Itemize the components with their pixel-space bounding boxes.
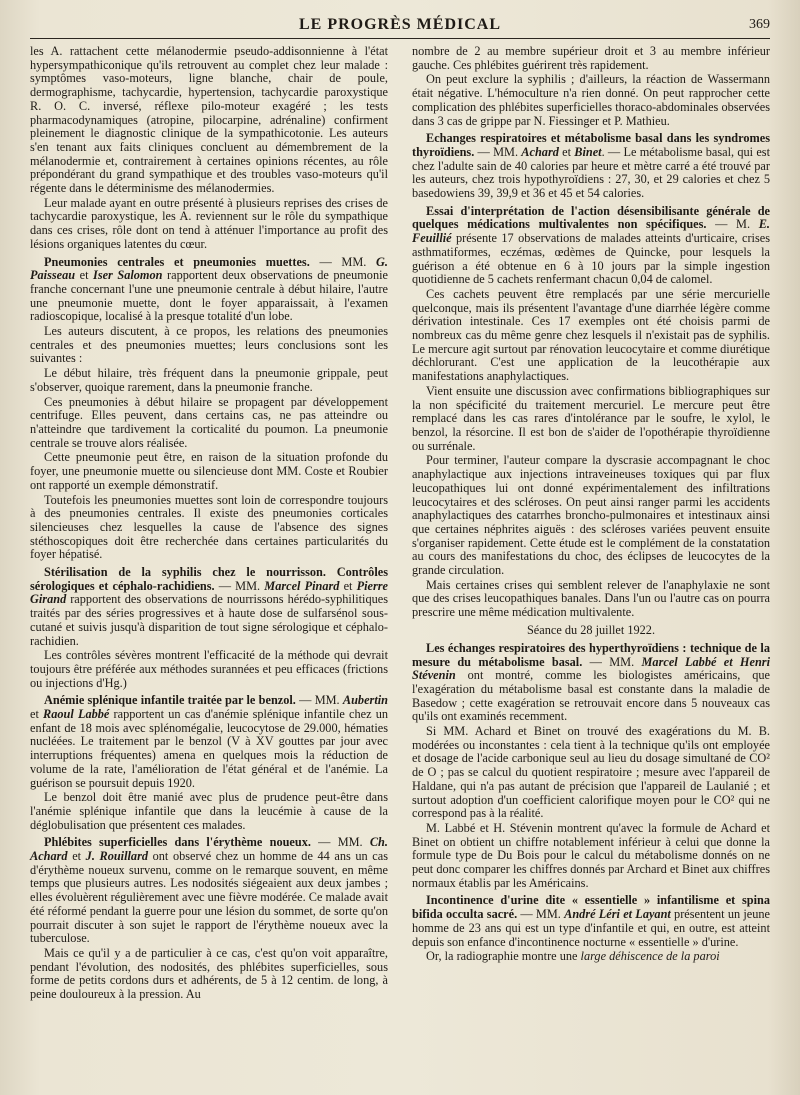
- article-essai: Essai d'interprétation de l'action désensibilisante générale de quelques médications multivalentes non spécifiques. — M. E. Feuillié présente 17 observations de malades atteints d'urticaire, crises asthmatiformes, eczémas, œdèmes de Quincke, pour lesquels la guérison a été obtenue en 6 à 10 jours par la simple ingestion quotidienne de 5 cachets renfermant chacun 0,04 de calomel.: [412, 203, 770, 287]
- author-name: Iser Salomon: [93, 268, 163, 283]
- article-heading: Phlébites superficielles dans l'érythème noueux.: [44, 835, 311, 850]
- author-name: Ch. Achard: [30, 835, 388, 864]
- right-column: [412, 45, 770, 1002]
- article-heading: Stérilisation de la syphilis chez le nourrisson. Contrôles sérologiques et céphalo-rachidiens.: [30, 565, 388, 593]
- article-heading: Echanges respiratoires et métabolisme basal dans les syndromes thyroïdiens.: [412, 131, 770, 159]
- paragraph: Toutefois les pneumonies muettes sont loin de correspondre toujours à des pneumonies centrales. Il existe des pneumonies corticales silencieuses chez lesquelles la cause de l'absence des signes stéthoscopiques doit être recherchée dans certaines particularités du foyer hépatisé.: [30, 492, 388, 562]
- author-name: Marcel Pinard: [264, 578, 340, 593]
- article-heading: Pneumonies centrales et pneumonies muettes.: [44, 254, 310, 269]
- paragraph: Mais ce qu'il y a de particulier à ce cas, c'est qu'on voit apparaître, pendant l'évolution, des nodosités, des phlébites superficielles, sous forme de petits cordons durs et adhérents, de 5 à 12 centim. de long, à peine douloureux à la pression. Au: [30, 946, 388, 1002]
- left-column: [30, 45, 388, 1002]
- page-number: 369: [749, 17, 770, 32]
- author-name: Binet: [574, 144, 602, 159]
- author-name: G. Paisseau: [30, 254, 389, 283]
- paragraph: Si MM. Achard et Binet on trouvé des exagérations du M. B. modérées ou inconstantes : cela tient à la technique qu'ils ont employée et dosage de l'acide carbonique seul au lieu du dosage simultané de CO² de O ; pas se calcul du quotient respiratoire ; mesure avec l'appareil de Haldane, qui n'a pas autant de précision que l'appareil de Laulanié ; et surtout adoption d'un coefficient calorifique moyen pour le CO² qui ne correspond pas à la réalité.: [412, 724, 770, 821]
- paragraph: Pour terminer, l'auteur compare la dyscrasie accompagnant le choc anaphylactique aux injections intraveineuses toxiques qui par flux leucopathiques lui ont donné expérimentalement des infiltrations leucocytaires et des scléroses. On peut ainsi ranger parmi les accidents anaphylactiques des catarrhes broncho-pulmonaires et intestinaux ainsi que certaines néphrites aiguës : des scléroses variées peuvent ensuite s'organiser rapidement. Cette étude est le complément de la constatation au cours des manifestations du choc, des éclipses de leucocytes de la grande circulation.: [412, 453, 770, 578]
- author-name: André Léri et Layant: [564, 907, 671, 922]
- paragraph: Leur malade ayant en outre présenté à plusieurs reprises des crises de tachycardie paroxystique, les A. reviennent sur le rôle du sympathique dans ces crises, rôle dont on tend à atténuer l'importance au profit des lésions organiques latentes du cœur.: [30, 195, 388, 251]
- running-head: LE PROGRÈS MÉDICAL: [298, 16, 502, 33]
- author-name: J. Rouillard: [85, 849, 149, 864]
- author-name: Achard: [521, 144, 559, 159]
- paragraph: Les contrôles sévères montrent l'efficacité de la méthode qui devrait toujours être préférée aux méthodes surannées et peu efficaces (frictions ou injections d'Hg.): [30, 648, 388, 690]
- paragraph: Cette pneumonie peut être, en raison de la situation profonde du foyer, une pneumonie muette ou silencieuse dont MM. Coste et Roubier ont rapporté un exemple démonstratif.: [30, 450, 388, 492]
- author-name: E. Feuillié: [412, 217, 770, 246]
- session-date: Séance du 28 juillet 1922.: [526, 622, 656, 637]
- article-heading: Les échanges respiratoires des hyperthyroïdiens : technique de la mesure du métabolisme basal.: [412, 640, 770, 669]
- paragraph: Mais certaines crises qui semblent relever de l'anaphylaxie ne sont que des crises leucopathiques banales. Dans l'un ou l'autre cas on pourra prescrire une même médication multivalente.: [412, 577, 770, 620]
- paragraph: On peut exclure la syphilis ; d'ailleurs, la réaction de Wassermann était négative. L'hémoculture n'a rien donné. On peut rapprocher cette complication des phlébites superficielles thoraco-abdominales observées dans 3 cas de grippe par N. Fiessinger et P. Mathieu.: [412, 72, 770, 128]
- article-echanges: Echanges respiratoires et métabolisme basal dans les syndromes thyroïdiens. — MM. Achard et Binet. — Le métabolisme basal, qui est chez l'adulte sain de 40 calories par heure et mètre carré a été trouvé par les auteurs, chez trois hypothyroïdiens : 27, 30, et 29 calories et chez 5 basedowiens 39, 39,9 et 36 et 45 et 54 calories.: [412, 131, 770, 201]
- article-hyperthyroidiens: Les échanges respiratoires des hyperthyroïdiens : technique de la mesure du métabolisme basal. — MM. Marcel Labbé et Henri Stévenin ont montré, comme les biologistes américains, que l'exagération du métabolisme basal est constante dans la maladie de Basedow ; cette exagération se retrouvait encore dans 5 nouveaux cas qu'ils ont examinés recemment.: [412, 640, 770, 724]
- paragraph: Les auteurs discutent, à ce propos, les relations des pneumonies centrales et des pneumonies muettes; leurs conclusions sont les suivantes :: [30, 324, 388, 366]
- author-name: Marcel Labbé et Henri Stévenin: [412, 654, 770, 683]
- page-header: [30, 14, 770, 39]
- paragraph: M. Labbé et H. Stévenin montrent qu'avec la formule de Achard et Binet on obtient un chiffre notablement inférieur à celui que donne la formule type de Du Bois pour le calcul du métabolisme donnés on ne peut donc comparer les chiffres donnés par Archard et Binet aux chiffres normaux établis par les Américains.: [412, 820, 770, 890]
- paragraph: Le début hilaire, très fréquent dans la pneumonie grippale, peut s'observer, quoique rarement, dans la pneumonie franche.: [30, 366, 388, 394]
- paragraph: Ces pneumonies à début hilaire se propagent par développement centrifuge. Elles peuvent, dans certains cas, ne pas atteindre ou n'atteindre que tardivement la corticalité du poumon. La pneumonie centrale se trouve alors réalisée.: [30, 394, 388, 450]
- article-incontinence: Incontinence d'urine dite « essentielle » infantilisme et spina bifida occulta sacré. — MM. André Léri et Layant présentent un jeune homme de 23 ans qui est un type d'infantile et qui, en outre, est atteint depuis son enfance d'incontinence nocturne « essentielle » d'urine.: [412, 893, 770, 949]
- article-anemie: Anémie splénique infantile traitée par le benzol. — MM. Aubertin et Raoul Labbé rapportent un cas d'anémie splénique infantile chez un enfant de 18 mois avec splénomégalie, leucocytose de 29.000, hématies nucléées. Le traitement par le benzol (V à XV gouttes par jour avec interruptions fréquentes) amena en quelques mois la réduction de volume de la rate, l'amélioration de l'état général et de l'anémie. La guérison se poursuit depuis 1920.: [30, 693, 389, 790]
- article-syphilis: Stérilisation de la syphilis chez le nourrisson. Contrôles sérologiques et céphalo-rachidiens. — MM. Marcel Pinard et Pierre Girand rapportent des observations de nourrissons hérédo-syphilitiques traités par des séries progressives et à haute dose de sulfarsénol sous-cutané et suivis jusqu'à disparition de tout signe sérologique et céphalo-rachidien.: [30, 565, 389, 648]
- two-column-body: [30, 45, 770, 1002]
- author-name: Aubertin: [342, 693, 388, 708]
- paragraph: Ces cachets peuvent être remplacés par une série mercurielle quelconque, mais ils présentent l'avantage d'une diarrhée légère comme dérivation intestinale. Ces 17 exemples ont été choisis parmi de nombreux cas du même genre chez lesquels il n'existait pas de syphilis. Le mercure agit surtout par rénovation leucocytaire et comme diurétique déchlorurant. C'est une application de la leucothérapie aux manifestations anaphylactiques.: [412, 286, 770, 384]
- paragraph: Or, la radiographie montre une large déhiscence de la paroi: [426, 949, 720, 964]
- author-name: Pierre Girand: [30, 578, 389, 607]
- article-phlebites: Phlébites superficielles dans l'érythème noueux. — MM. Ch. Achard et J. Rouillard ont observé chez un homme de 44 ans un cas d'érythème noueux survenu, comme on le remarque souvent, en même temps que plusieurs autres. Les nodosités siégeaient aux deux jambes ; elles évoluèrent régulièrement avec une fièvre modérée. Ce malade avait été réformé pendant la guerre pour une lésion du sommet, de sorte qu'on pourrait discuter à son sujet le rapport de l'érythème noueux avec la tuberculose.: [30, 835, 388, 946]
- article-heading: Anémie splénique infantile traitée par le benzol.: [44, 693, 296, 708]
- article-heading: Incontinence d'urine dite « essentielle » infantilisme et spina bifida occulta sacré.: [412, 893, 770, 922]
- paragraph: nombre de 2 au membre supérieur droit et 3 au membre inférieur gauche. Ces phlébites guérirent très rapidement.: [412, 44, 770, 72]
- paragraph: les A. rattachent cette mélanodermie pseudo-addisonnienne à l'état hypersympathiconique qu'ils retrouvent au complet chez leur malade : symptômes vaso-moteurs, ligne blanche, chair de poule, dermographisme, tachycardie, hypertension, tachycardie paroxystique R. O. C. inversé, réflexe pilo-moteur exagéré ; les tests pharmacodynamiques (atropine, pilocarpine, adrénaline) confirment pleinement le diagnostic clinique de la sympathicotonie. Les auteurs s'en tenant aux faits cliniques concluent au démembrement de la mélanodermie et, contrairement à certaines opinions récentes, au rôle prépondérant du grand sympathique et des troubles vaso-moteurs qu'il régente dans le déterminisme des mélanodermies.: [30, 44, 388, 196]
- article-pneumonies: Pneumonies centrales et pneumonies muettes. — MM. G. Paisseau et Iser Salomon rapportent deux observations de pneumonie franche concernant l'une une pneumonie centrale à début hilaire, l'autre une pneumonie muette, dont le foyer apparaissait, à l'examen radioscopique, localisé à la presque totalité d'un lobe.: [30, 254, 389, 324]
- article-heading: Essai d'interprétation de l'action désensibilisante générale de quelques médications multivalentes non spécifiques.: [412, 203, 770, 232]
- paragraph: Vient ensuite une discussion avec confirmations bibliographiques sur la non spécificité du traitement mercuriel. Le mercure peut être remplacé dans les cas rares d'intolérance par le soufre, le xylol, le benzol, la résorcine. Il est bon de s'aider de l'opothérapie thyroïdienne ou surrénale.: [412, 383, 770, 453]
- paragraph: Le benzol doit être manié avec plus de prudence peut-être dans l'anémie splénique infantile que dans la leucémie à cause de la déglobulisation que présentent ces malades.: [30, 790, 388, 832]
- author-name: Raoul Labbé: [43, 707, 110, 722]
